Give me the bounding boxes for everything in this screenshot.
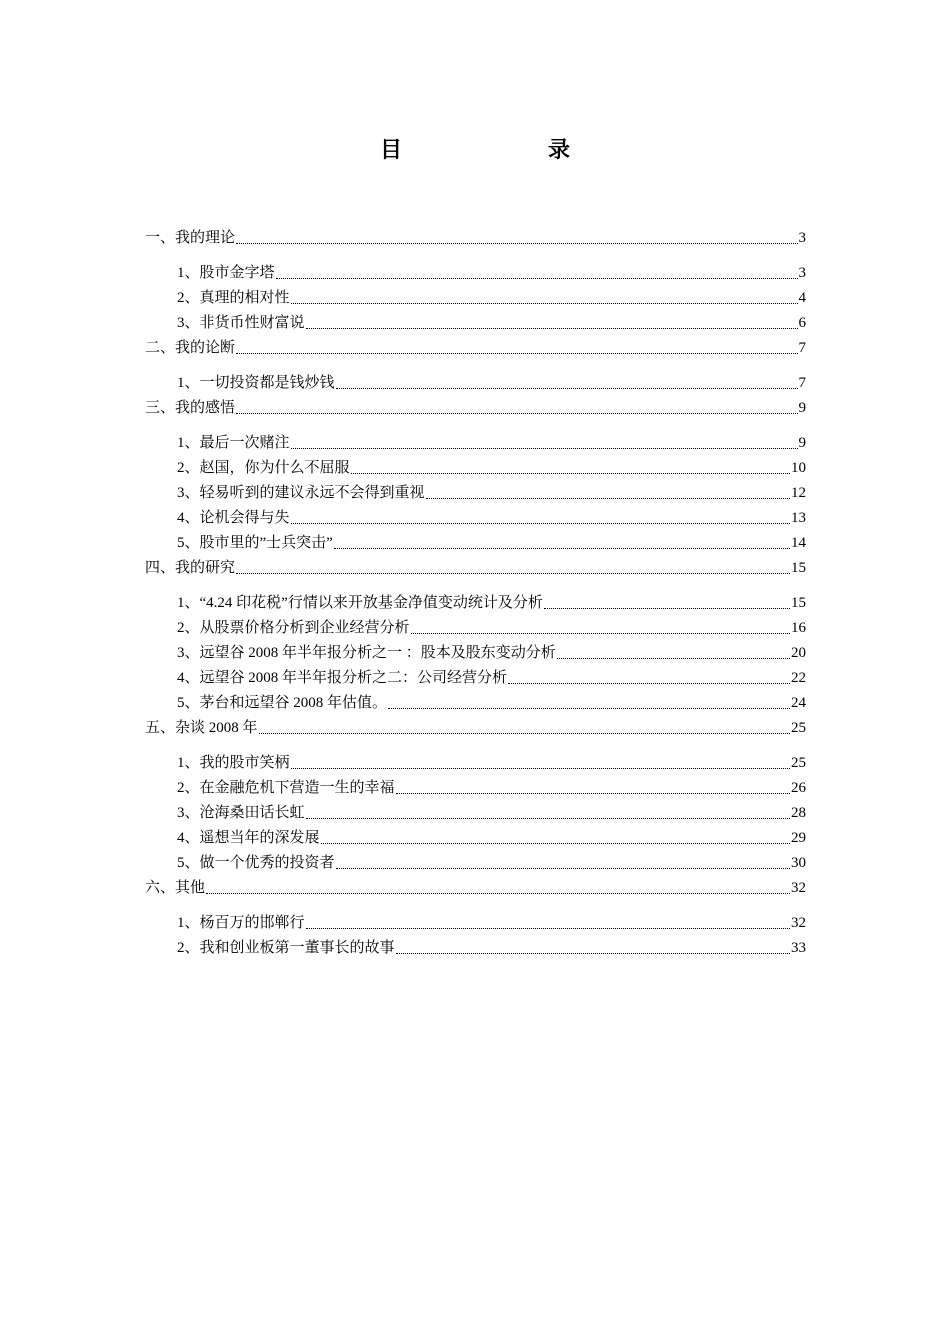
toc-entry-title: 四、我的研究 — [145, 560, 236, 576]
toc-dot-leader — [544, 608, 790, 609]
toc-page-number: 13 — [791, 510, 806, 526]
toc-dot-leader — [306, 928, 790, 929]
toc-page-number: 9 — [798, 435, 806, 451]
toc-page-number: 29 — [791, 830, 806, 846]
toc-entry-title: 1、股市金字塔 — [177, 265, 275, 281]
toc-entry-title: 2、在金融危机下营造一生的幸福 — [177, 780, 395, 796]
toc-entry-title: 五、杂谈 2008 年 — [145, 720, 258, 736]
toc-section[interactable] — [145, 310, 806, 335]
toc-section[interactable] — [145, 260, 806, 285]
toc-chapter[interactable] — [145, 395, 806, 420]
toc-section[interactable] — [145, 530, 806, 555]
toc-page-number: 12 — [791, 485, 806, 501]
toc-section[interactable] — [145, 505, 806, 530]
toc-dot-leader — [557, 658, 790, 659]
toc-chapter[interactable] — [145, 335, 806, 360]
toc-dot-leader — [396, 793, 790, 794]
toc-entry-title: 二、我的论断 — [145, 340, 236, 356]
toc-entry-title: 六、其他 — [145, 880, 206, 896]
toc-dot-leader — [291, 768, 790, 769]
toc-dot-leader — [388, 708, 790, 709]
toc-dot-leader — [259, 733, 790, 734]
toc-chapter[interactable] — [145, 225, 806, 250]
toc-section[interactable] — [145, 285, 806, 310]
toc-entry-title: 5、股市里的”士兵突击” — [177, 535, 333, 551]
toc-page-number: 16 — [791, 620, 806, 636]
toc-dot-leader — [336, 868, 790, 869]
toc-entry-title: 三、我的感悟 — [145, 400, 236, 416]
toc-dot-leader — [411, 633, 790, 634]
toc-chapter[interactable] — [145, 715, 806, 740]
toc-dot-leader — [291, 523, 790, 524]
toc-page-number: 20 — [791, 645, 806, 661]
toc-page-number: 3 — [798, 230, 806, 246]
toc-page-number: 26 — [791, 780, 806, 796]
toc-section[interactable] — [145, 850, 806, 875]
toc-dot-leader — [508, 683, 790, 684]
toc-page-number: 7 — [798, 340, 806, 356]
toc-entry-title: 3、非货币性财富说 — [177, 315, 305, 331]
toc-entry-title: 2、从股票价格分析到企业经营分析 — [177, 620, 410, 636]
toc-section[interactable] — [145, 370, 806, 395]
toc-entry-title: 1、最后一次赌注 — [177, 435, 290, 451]
toc-page-number: 4 — [798, 290, 806, 306]
toc-section[interactable] — [145, 935, 806, 960]
toc-section[interactable] — [145, 455, 806, 480]
toc-dot-leader — [236, 353, 797, 354]
toc-dot-leader — [291, 448, 798, 449]
toc-section[interactable] — [145, 665, 806, 690]
toc-page-number: 22 — [791, 670, 806, 686]
toc-entry-title: 1、一切投资都是钱炒钱 — [177, 375, 335, 391]
toc-page-number: 7 — [798, 375, 806, 391]
toc-page-number: 33 — [791, 940, 806, 956]
toc-dot-leader — [351, 473, 790, 474]
toc-section[interactable] — [145, 430, 806, 455]
toc-page-number: 9 — [798, 400, 806, 416]
toc-entry-title: 4、论机会得与失 — [177, 510, 290, 526]
toc-chapter[interactable] — [145, 555, 806, 580]
toc-page-number: 10 — [791, 460, 806, 476]
toc-page-number: 15 — [791, 595, 806, 611]
toc-section[interactable] — [145, 690, 806, 715]
toc-dot-leader — [426, 498, 790, 499]
toc-section[interactable] — [145, 590, 806, 615]
toc-entry-title: 2、真理的相对性 — [177, 290, 290, 306]
toc-dot-leader — [291, 303, 798, 304]
toc-section[interactable] — [145, 825, 806, 850]
toc-page-number: 32 — [791, 915, 806, 931]
toc-section[interactable] — [145, 640, 806, 665]
toc-dot-leader — [276, 278, 798, 279]
toc-dot-leader — [306, 328, 798, 329]
toc-page-number: 25 — [791, 755, 806, 771]
toc-section[interactable] — [145, 775, 806, 800]
toc-dot-leader — [236, 413, 797, 414]
toc-page-number: 28 — [791, 805, 806, 821]
table-of-contents — [145, 225, 806, 960]
toc-entry-title: 一、我的理论 — [145, 230, 236, 246]
toc-section[interactable] — [145, 750, 806, 775]
toc-dot-leader — [236, 573, 790, 574]
toc-entry-title: 1、杨百万的邯郸行 — [177, 915, 305, 931]
toc-page-number: 30 — [791, 855, 806, 871]
toc-entry-title: 5、做一个优秀的投资者 — [177, 855, 335, 871]
toc-entry-title: 1、“4.24 印花税”行情以来开放基金净值变动统计及分析 — [177, 595, 543, 611]
toc-section[interactable] — [145, 910, 806, 935]
page-title: 目 录 — [379, 137, 632, 162]
toc-chapter[interactable] — [145, 875, 806, 900]
toc-dot-leader — [334, 548, 790, 549]
toc-dot-leader — [236, 243, 797, 244]
toc-page-number: 25 — [791, 720, 806, 736]
toc-page-number: 6 — [798, 315, 806, 331]
toc-entry-title: 3、轻易听到的建议永远不会得到重视 — [177, 485, 425, 501]
toc-entry-title: 5、茅台和远望谷 2008 年估值。 — [177, 695, 388, 711]
toc-entry-title: 3、远望谷 2008 年半年报分析之一 ：股本及股东变动分析 — [177, 645, 556, 661]
toc-dot-leader — [321, 843, 790, 844]
toc-page-number: 14 — [791, 535, 806, 551]
toc-entry-title: 4、远望谷 2008 年半年报分析之二：公司经营分析 — [177, 670, 508, 686]
toc-entry-title: 2、赵国，你为什么不屈服 — [177, 460, 350, 476]
toc-section[interactable] — [145, 615, 806, 640]
toc-page-number: 3 — [798, 265, 806, 281]
toc-entry-title: 4、遥想当年的深发展 — [177, 830, 320, 846]
toc-entry-title: 1、我的股市笑柄 — [177, 755, 290, 771]
toc-section[interactable] — [145, 800, 806, 825]
toc-page-number: 32 — [791, 880, 806, 896]
toc-dot-leader — [206, 893, 790, 894]
toc-page-number: 24 — [791, 695, 806, 711]
toc-dot-leader — [396, 953, 790, 954]
toc-entry-title: 2、我和创业板第一董事长的故事 — [177, 940, 395, 956]
toc-section[interactable] — [145, 480, 806, 505]
toc-entry-title: 3、沧海桑田话长虹 — [177, 805, 305, 821]
toc-page-number: 15 — [791, 560, 806, 576]
toc-dot-leader — [336, 388, 798, 389]
toc-dot-leader — [306, 818, 790, 819]
